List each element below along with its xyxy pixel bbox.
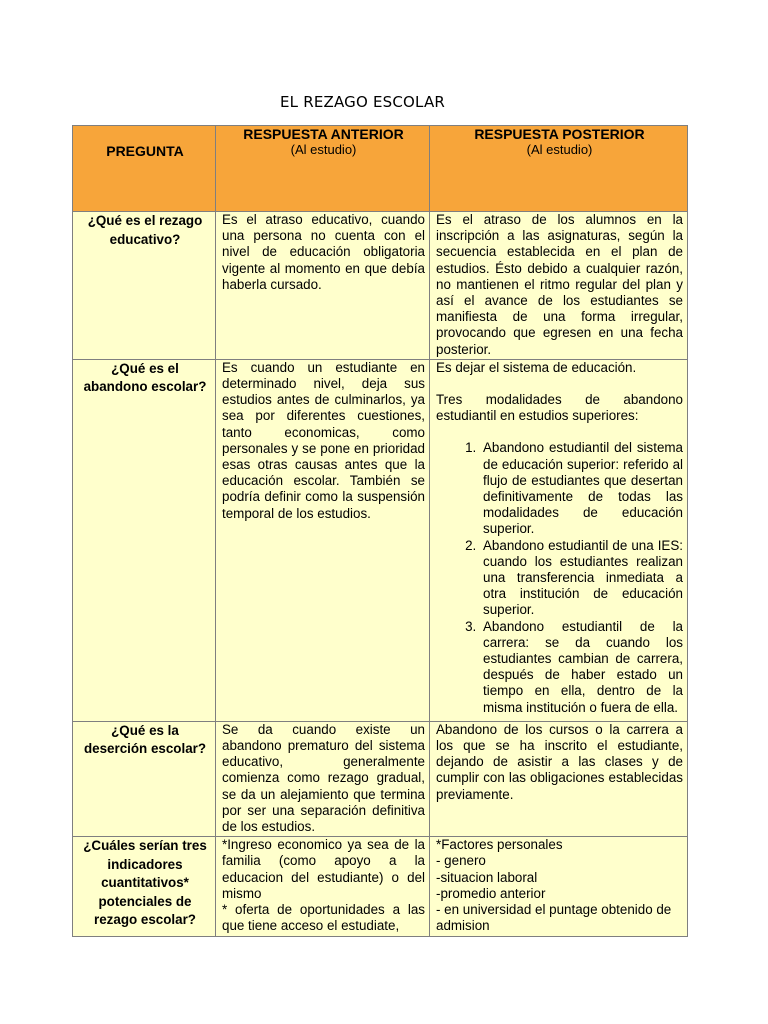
header-question bbox=[73, 126, 216, 212]
answer-after-text: Abandono de los cursos o la carrera a los que se ha inscrito el estudiante, dejando de asistir a las clases y de cumplir con las obligaciones establecidas previamente. bbox=[436, 721, 683, 802]
modalities-list bbox=[436, 440, 683, 715]
answer-before-cell bbox=[216, 721, 430, 836]
question-cell: ¿Cuáles serían tres indicadores cuantitativos* potenciales de rezago escolar? bbox=[73, 837, 216, 937]
document-title: EL REZAGO ESCOLAR bbox=[280, 93, 446, 111]
answer-after-line: - genero bbox=[436, 853, 486, 869]
answer-after-line: -promedio anterior bbox=[436, 885, 546, 901]
answer-after-intro: Es dejar el sistema de educación. bbox=[436, 359, 637, 375]
answer-before-cell bbox=[216, 359, 430, 721]
answer-before-cell bbox=[216, 837, 430, 937]
answer-after-line: -situacion laboral bbox=[436, 869, 538, 885]
table-row bbox=[73, 721, 688, 836]
answer-before-text: Es el atraso educativo, cuando una persona no cuenta con el nivel de educación obligatoria vigente al momento en que debía haberla cursado. bbox=[222, 212, 425, 292]
table-row bbox=[73, 212, 688, 360]
header-after-label: RESPUESTA POSTERIOR bbox=[474, 126, 645, 142]
answer-after-cell bbox=[430, 837, 688, 937]
rezago-table bbox=[72, 125, 688, 937]
table-row bbox=[73, 837, 688, 937]
answer-after-cell bbox=[430, 212, 688, 360]
table-header-row bbox=[73, 126, 688, 212]
answer-after-line: *Factores personales bbox=[436, 837, 563, 853]
answer-before-text: Es cuando un estudiante en determinado nivel, deja sus estudios antes de culminarlos, ya sea por diferentes cuestiones, tanto economicas, como personales y se pone en prioridad esas otras causas antes que la educación escolar. También se podría definir como la suspensión temporal de los estudios. bbox=[222, 359, 425, 521]
question-cell: ¿Qué es el rezago educativo? bbox=[73, 212, 216, 360]
answer-before-clip bbox=[222, 837, 425, 934]
question-cell: ¿Qué es la deserción escolar? bbox=[73, 721, 216, 836]
header-question-label: PREGUNTA bbox=[106, 143, 184, 159]
header-before-label: RESPUESTA ANTERIOR bbox=[243, 126, 404, 142]
header-after-sub: (Al estudio) bbox=[526, 142, 593, 158]
answer-after-lead: Tres modalidades de abandono estudiantil en estudios superiores: bbox=[436, 392, 683, 424]
list-item: 3. Abandono estudiantil de la carrera: se da cuando los estudiantes cambian de carrera, después de haber estado un tiempo en ella, dentro de la misma institución o fuera de ella. bbox=[480, 619, 683, 716]
answer-after-text: Es el atraso de los alumnos en la inscripción a las asignaturas, según la secuencia establecida en el plan de estudios. Ésto debido a cualquier razón, no mantienen el ritmo regular del plan y así el avance de los estudiantes se manifiesta de una forma irregular, provocando que egresen en una fecha posterior. bbox=[436, 212, 683, 357]
table-row bbox=[73, 359, 688, 721]
answer-before-cell bbox=[216, 212, 430, 360]
answer-before-text: *Ingreso economico ya sea de la familia (como apoyo a la educacion del estudiante) o del mismo bbox=[222, 837, 425, 901]
answer-before-text-2: * oferta de oportunidades a las que tiene acceso el estudiate, bbox=[222, 902, 425, 934]
answer-before-text: Se da cuando existe un abandono prematuro del sistema educativo, generalmente comienza como rezago gradual, se da un alejamiento que termina por ser una separación definitiva de los estudios. bbox=[222, 721, 425, 835]
answer-after-cell bbox=[430, 721, 688, 836]
list-item: 2. Abandono estudiantil de una IES: cuando los estudiantes realizan una transferencia inmediata a otra institución de educación superior. bbox=[480, 538, 683, 619]
header-before bbox=[216, 126, 430, 212]
answer-after-cell bbox=[430, 359, 688, 721]
header-after bbox=[430, 126, 688, 212]
question-cell: ¿Qué es el abandono escolar? bbox=[73, 359, 216, 721]
header-before-sub: (Al estudio) bbox=[290, 142, 357, 158]
answer-after-line: - en universidad el puntage obtenido de admision bbox=[436, 902, 672, 934]
list-item: 1. Abandono estudiantil del sistema de educación superior: referido al flujo de estudiantes que desertan definitivamente de todas las modalidades de educación superior. bbox=[480, 440, 683, 537]
